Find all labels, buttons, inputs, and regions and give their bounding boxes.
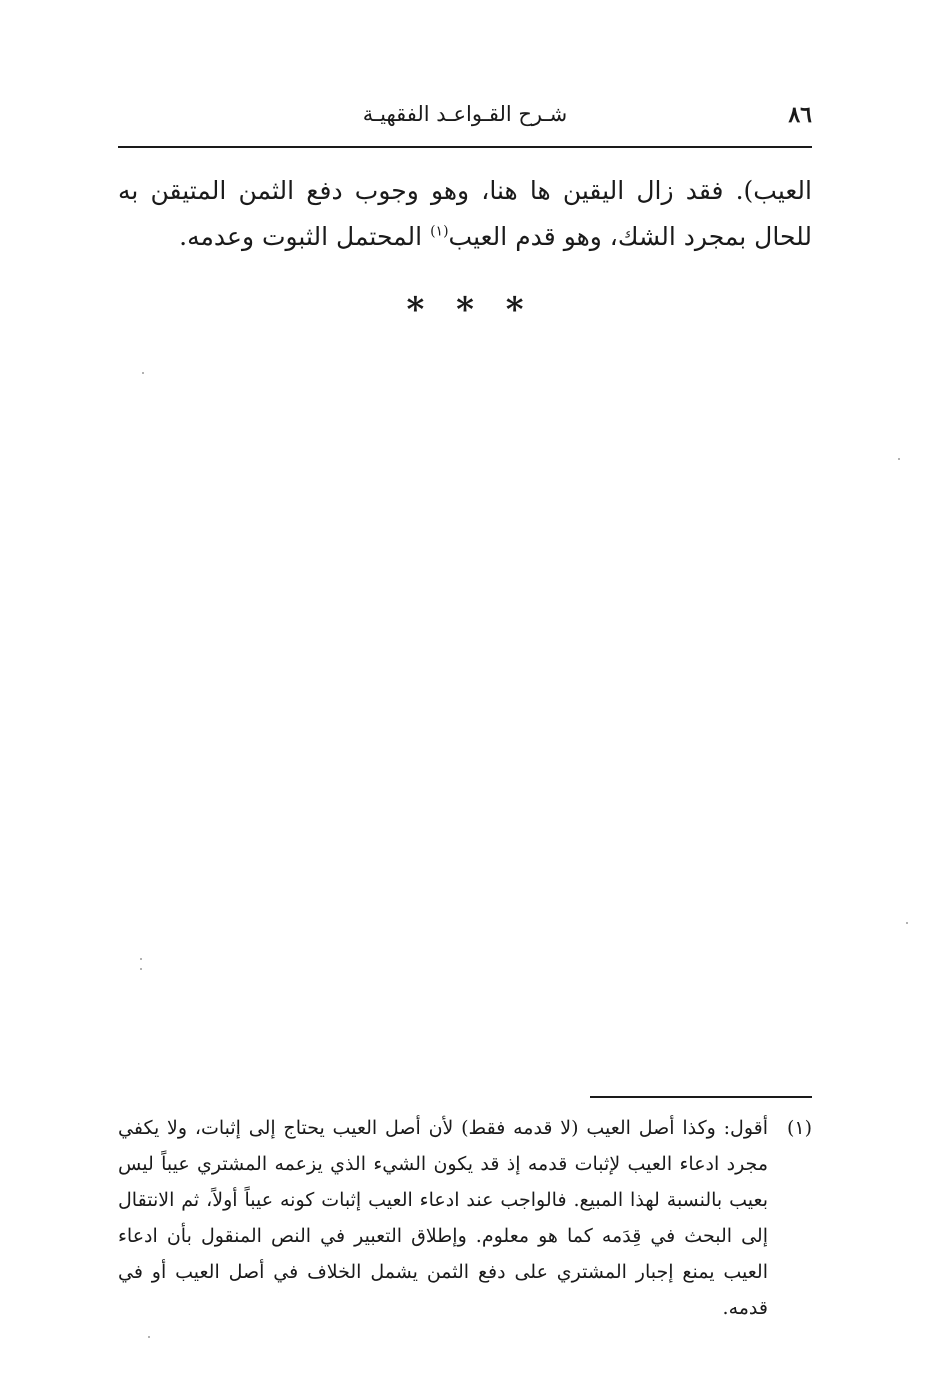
page-number: ٨٦	[788, 102, 812, 128]
running-title: شـرح القـواعـد الفقهيـة	[362, 102, 568, 126]
scan-speck	[148, 1336, 150, 1338]
footnote-text: أقول: وكذا أصل العيب (لا قدمه فقط) لأن أصل العيب يحتاج إلى إثبات، ولا يكفي مجرد ادعاء العيب لإثبات قدمه إذ قد يكون الشيء الذي يزعمه المشتري عيباً ليس بعيب بالنسبة لهذا المبيع. فالواجب عند ادعاء العيب إثبات كونه عيباً أولاً، ثم الانتقال إلى البحث في قِدَمه كما هو معلوم. وإطلاق التعبير في النص المنقول بأن ادعاء العيب يمنع إجبار المشتري على دفع الثمن يشمل الخلاف في أصل العيب أو في قدمه.	[118, 1117, 768, 1319]
section-separator: * * *	[406, 290, 534, 330]
footnote-divider	[590, 1096, 812, 1098]
body-text-after-ref: المحتمل الثبوت وعدمه.	[179, 222, 431, 251]
body-text-before-ref: العيب). فقد زال اليقين ها هنا، وهو وجوب دفع الثمن المتيقن به للحال بمجرد الشك، وهو قدم العيب	[118, 176, 812, 251]
scan-speck	[142, 372, 144, 374]
footnote-number: (١)	[786, 1117, 812, 1139]
scan-speck	[140, 958, 142, 960]
scan-speck	[906, 922, 908, 924]
footnote	[118, 1110, 812, 1326]
body-paragraph	[118, 168, 812, 260]
page-header	[118, 98, 812, 148]
scan-speck	[898, 458, 900, 460]
footnote-reference[interactable]: (١)	[430, 223, 449, 240]
scan-speck	[140, 968, 142, 970]
